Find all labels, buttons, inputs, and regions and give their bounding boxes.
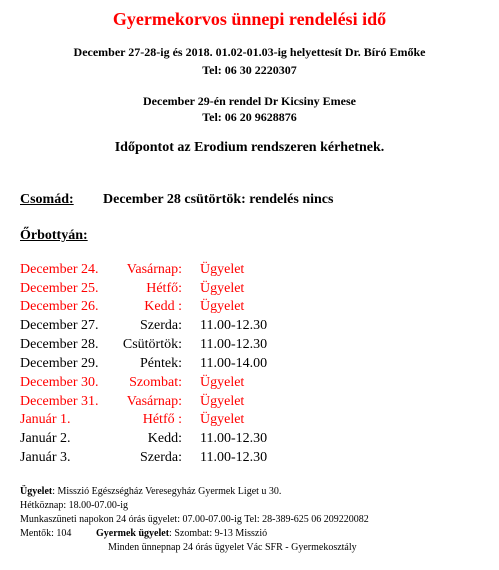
footer-gyermek-text: : Szombat: 9-13 Misszió (169, 528, 268, 539)
schedule-day: Szerda: (140, 450, 182, 465)
schedule-date: December 24. (20, 262, 99, 277)
schedule-hours: Ügyelet (200, 299, 245, 314)
schedule-date: December 31. (20, 394, 99, 409)
csomad-text: December 28 csütörtök: rendelés nincs (103, 192, 334, 207)
schedule-date: Január 1. (20, 412, 71, 427)
schedule-date: Január 3. (20, 450, 71, 465)
substitute-phone: Tel: 06 30 2220307 (202, 63, 297, 77)
schedule-date: December 25. (20, 281, 99, 296)
schedule-day: Vasárnap: (126, 394, 182, 409)
schedule-hours: Ügyelet (200, 375, 245, 390)
schedule-day: Hétfő : (142, 412, 182, 427)
schedule-hours: 11.00-12.30 (200, 318, 268, 333)
schedule-hours: 11.00-12.30 (200, 431, 268, 446)
csomad-label: Csomád: (20, 192, 74, 207)
schedule-date: December 30. (20, 375, 99, 390)
schedule-date: December 28. (20, 337, 99, 352)
schedule-date: December 27. (20, 318, 99, 333)
footer-every-holiday: Minden ünnepnap 24 órás ügyelet Vác SFR - Gyermekosztály (108, 542, 357, 553)
schedule-date: December 26. (20, 299, 99, 314)
schedule-day: Csütörtök: (122, 337, 182, 352)
schedule-day: Hétfő: (146, 281, 182, 296)
schedule-hours: Ügyelet (200, 262, 245, 277)
page-title: Gyermekorvos ünnepi rendelési idő (112, 9, 387, 29)
footer-ugyelet-text: : Misszió Egészségház Veresegyház Gyermek Liget u 30. (52, 486, 282, 497)
schedule-day: Szerda: (140, 318, 182, 333)
schedule-date: Január 2. (20, 431, 71, 446)
footer-mentok: Mentők: 104 (20, 528, 72, 539)
substitute-notice: December 27-28-ig és 2018. 01.02-01.03-ig helyettesít Dr. Bíró Emőke (73, 45, 426, 59)
footer-gyermek (96, 528, 267, 539)
schedule-day: Vasárnap: (126, 262, 182, 277)
schedule-hours: 11.00-14.00 (200, 356, 268, 371)
schedule-day: Kedd: (147, 431, 182, 446)
schedule-hours: Ügyelet (200, 412, 245, 427)
footer-holidays: Munkaszüneti napokon 24 órás ügyelet: 07.00-07.00-ig Tel: 28-389-625 06 209220082 (20, 514, 369, 525)
schedule-day: Szombat: (129, 375, 182, 390)
schedule-date: December 29. (20, 356, 99, 371)
orbottyan-label: Őrbottyán: (20, 228, 88, 243)
footer-ugyelet-label: Ügyelet (20, 486, 53, 497)
dec29-notice: December 29-én rendel Dr Kicsiny Emese (143, 94, 356, 108)
schedule-hours: 11.00-12.30 (200, 337, 268, 352)
schedule-hours: Ügyelet (200, 394, 245, 409)
schedule-day: Kedd : (144, 299, 182, 314)
schedule-hours: Ügyelet (200, 281, 245, 296)
schedule-day: Péntek: (140, 356, 182, 371)
dec29-phone: Tel: 06 20 9628876 (202, 110, 297, 124)
footer-gyermek-label: Gyermek ügyelet (96, 528, 170, 539)
appointment-note: Időpontot az Erodium rendszeren kérhetnek. (114, 140, 385, 155)
footer-ugyelet (20, 486, 281, 497)
footer-weekdays: Hétköznap: 18.00-07.00-ig (20, 500, 129, 511)
schedule-hours: 11.00-12.30 (200, 450, 268, 465)
